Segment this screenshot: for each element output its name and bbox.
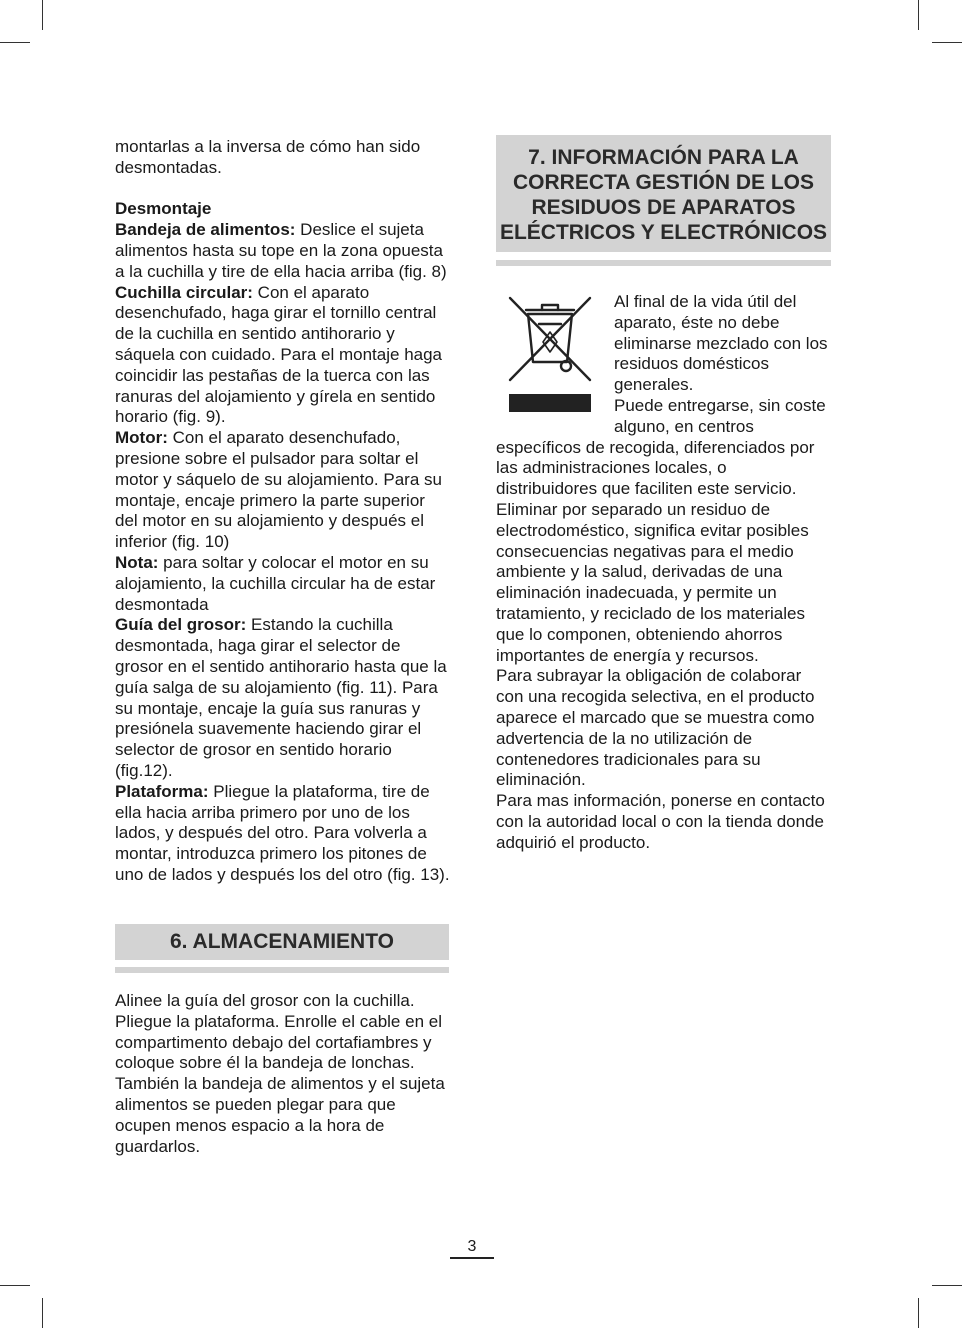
- title-line: 7. INFORMACIÓN PARA LA: [528, 146, 799, 169]
- section-7-header: [496, 135, 831, 266]
- desmontaje-heading: Desmontaje: [115, 199, 212, 219]
- item-text: para soltar y colocar el motor en su alojamiento, la cuchilla circular ha de estar desmontada: [115, 552, 436, 614]
- title-line: CORRECTA GESTIÓN DE LOS: [512, 171, 814, 194]
- item-text: Con el aparato desenchufado, haga girar el tornillo central de la cuchilla en sentido antihorario y sáquela con cuidado. Para el montaje haga coincidir las pestañas de la tuerca con las ranuras del alojamiento y gírela en sentido horario (fig. 9).: [115, 282, 443, 427]
- item-text: Deslice el sujeta alimentos hasta su tope en la zona opuesta a la cuchilla y tire de ella hacia arriba (fig. 8): [115, 220, 447, 281]
- intro-paragraph: montarlas a la inversa de cómo han sido desmontadas.: [115, 137, 421, 177]
- item-text: Pliegue la plataforma, tire de ella hacia arriba primero por uno de los lados, y después del otro. Para volverla a montar, introduzca primero los pitones de uno de lados y después los del otro (fig. 13).: [115, 781, 450, 884]
- section-6-body: Alinee la guía del grosor con la cuchilla. Pliegue la plataforma. Enrolle el cable en el compartimento debajo del cortafiambres y coloque sobre él la bandeja de lonchas. También la bandeja de alimentos y el sujeta alimentos se pueden plegar para que ocupen menos espacio a la hora de guardarlos.: [115, 991, 445, 1156]
- section-7-title: [496, 135, 831, 252]
- item-label: Bandeja de alimentos:: [115, 220, 296, 240]
- crop-mark: [932, 1285, 962, 1286]
- item-plataforma: [115, 782, 450, 886]
- weee-paragraph: Al final de la vida útil del aparato, éste no debe eliminarse mezclado con los residuos domésticos generales.: [614, 292, 828, 395]
- item-bandeja: [115, 220, 450, 282]
- item-label: Motor:: [115, 428, 168, 448]
- left-column: [115, 137, 450, 886]
- crop-mark: [932, 42, 962, 43]
- item-guia: [115, 615, 450, 781]
- item-label: Plataforma:: [115, 781, 209, 801]
- item-motor: [115, 428, 450, 553]
- item-cuchilla: [115, 283, 450, 429]
- weee-paragraph: Para mas información, ponerse en contacto con la autoridad local o con la tienda donde adquirió el producto.: [496, 791, 825, 852]
- item-text: Estando la cuchilla desmontada, haga girar el selector de grosor en el sentido antihorario hasta que la guía salga de su alojamiento (fig. 11). Para su montaje, encaje la guía sus ranuras y presiónela suavemente haciendo girar el selector de grosor en sentido horario (fig.12).: [115, 615, 447, 780]
- section-6-title: 6. ALMACENAMIENTO: [115, 924, 449, 960]
- page-number: 3: [450, 1238, 494, 1259]
- item-label: Nota:: [115, 552, 159, 572]
- crop-mark: [0, 1285, 30, 1286]
- heading-rule: [496, 260, 831, 266]
- item-label: Guía del grosor:: [115, 615, 247, 635]
- item-label: Cuchilla circular:: [115, 282, 253, 302]
- title-line: ELÉCTRICOS Y ELECTRÓNICOS: [499, 221, 828, 244]
- item-nota: [115, 553, 450, 615]
- heading-rule: [115, 967, 449, 973]
- item-text: Con el aparato desenchufado, presione sobre el pulsador para soltar el motor y sáquelo de su alojamiento. Para su montaje, encaje primero la parte superior del motor en su alojamiento y después el inferior (fig. 10): [115, 428, 442, 552]
- crop-mark: [42, 1298, 43, 1328]
- section-7-body: [496, 292, 831, 854]
- right-column: [496, 135, 831, 854]
- crop-mark: [918, 1298, 919, 1328]
- weee-paragraph: Para subrayar la obligación de colaborar con una recogida selectiva, en el producto aparece el marcado que se muestra como advertencia de la no utilización de contenedores tradicionales para su eliminación.: [496, 666, 815, 790]
- crossed-out-wheelie-bin-icon: [504, 294, 596, 416]
- weee-paragraph: Puede entregarse, sin coste alguno, en centros específicos de recogida, diferenciados por las administraciones locales, o distribuidores que faciliten este servicio.: [496, 395, 826, 499]
- crop-mark: [0, 42, 30, 43]
- crop-mark: [918, 0, 919, 30]
- crop-mark: [42, 0, 43, 30]
- black-bar: [509, 394, 591, 412]
- title-line: RESIDUOS DE APARATOS: [531, 196, 796, 219]
- section-6-header: [115, 924, 449, 973]
- weee-paragraph: Eliminar por separado un residuo de electrodoméstico, significa evitar posibles consecuencias negativas para el medio ambiente y la salud, derivadas de una eliminación inadecuada, y permite un tratamiento, y reciclado de los materiales que lo componen, obteniendo ahorros importantes de energía y recursos.: [496, 499, 809, 665]
